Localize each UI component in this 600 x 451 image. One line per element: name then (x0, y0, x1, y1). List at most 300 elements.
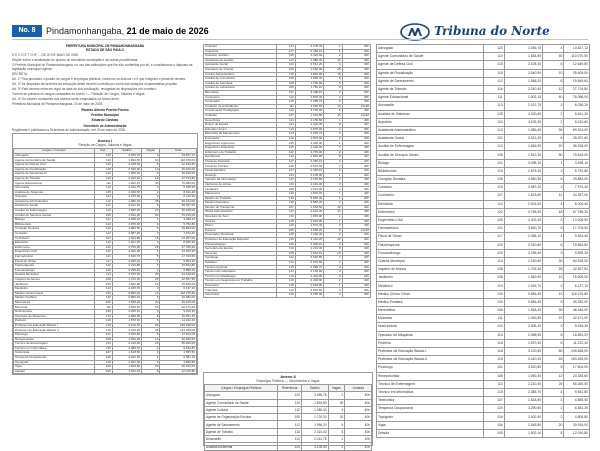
table-cell: 2 (142, 231, 160, 236)
table-cell: 2.402,90 (295, 279, 323, 284)
table-header-cell: Ref. (94, 149, 112, 154)
table-cell: 110 (94, 158, 112, 163)
table-cell: 7.974,40 (160, 231, 197, 236)
table-cell: 40h (342, 86, 370, 91)
table-cell: 1.512,30 (112, 213, 141, 218)
table-cell: 2.540,90 (112, 167, 141, 172)
table-cell: 2 (324, 95, 342, 100)
table-cell: 19.864,80 (160, 264, 197, 269)
table-cell: Merendeira (377, 307, 484, 315)
table-cell: 1.980,40 (301, 406, 328, 413)
table-cell: 3.305,10 (112, 310, 141, 315)
table-cell: 42.471,00 (564, 315, 590, 323)
annex-1-box (12, 133, 198, 375)
table-cell: 118 (277, 283, 295, 288)
table-row (205, 428, 372, 435)
table-row (377, 397, 590, 405)
table-cell: 2.310,40 (112, 176, 141, 181)
table-cell: 1 (142, 218, 160, 223)
table-cell: 12.016,80 (160, 369, 197, 374)
table-cell: Servente (204, 251, 277, 256)
table-cell: 117 (277, 169, 295, 174)
table-cell: Analista de Sistemas (14, 190, 95, 195)
table-cell: 40h (342, 265, 370, 270)
decree-signature-line: Eduardo Cardoso (91, 118, 119, 123)
table-cell: 1 (324, 45, 342, 50)
table-cell: 120 (94, 153, 112, 158)
table-cell: Agente de Saneamento (377, 77, 484, 85)
table-cell: Inspetor de Alunos (14, 277, 95, 282)
table-row (205, 399, 372, 406)
table-cell: 3.540,70 (504, 225, 542, 233)
table-cell: 1.560,90 (504, 274, 542, 282)
table-cell: 1 (324, 192, 342, 197)
table-cell: 12x36 (342, 113, 370, 118)
table-cell: 5.752,80 (160, 222, 197, 227)
table-header-cell: Total (160, 149, 197, 154)
table-cell: 4 (328, 406, 345, 413)
table-cell: 2.385,70 (295, 265, 323, 270)
table-cell: 113 (278, 436, 301, 443)
table-cell: 40h (342, 164, 370, 169)
table-cell: 2.456,10 (295, 49, 323, 54)
table-cell: 6.137,10 (564, 282, 590, 290)
table-cell: 118 (277, 219, 295, 224)
table-cell: 4 (543, 200, 564, 208)
table-cell: 20h (342, 201, 370, 206)
table-cell: 8.210,60 (564, 118, 590, 126)
table-cell: 108 (277, 81, 295, 86)
table-cell: 40h (342, 256, 370, 261)
table-cell: 2 (142, 195, 160, 200)
table-row (377, 225, 590, 233)
table-cell: 1.702,30 (504, 266, 542, 274)
table-cell: 3.120,60 (112, 323, 141, 328)
table-cell: 40h (342, 219, 370, 224)
table-cell: 1.980,40 (295, 58, 323, 63)
annex-1-body (14, 153, 197, 374)
table-cell: 118 (94, 167, 112, 172)
table-cell: Médico Psiquiatra (204, 201, 277, 206)
table-cell: 1 (324, 49, 342, 54)
table-cell: 118 (94, 323, 112, 328)
table-cell: Agente de Trânsito (14, 176, 95, 181)
table-cell: 3 (324, 233, 342, 238)
table-cell: 40h (342, 54, 370, 59)
table-cell: 107 (94, 351, 112, 356)
table-cell: Arquivista (204, 49, 277, 54)
table-cell: 1.870,40 (295, 95, 323, 100)
table-cell: 249.648,00 (160, 323, 197, 328)
table-cell: Motorista (14, 305, 95, 310)
table-row (377, 126, 590, 134)
table-cell: Lavadeira (204, 187, 277, 192)
table-cell: 8 (324, 123, 342, 128)
annex-1-subtitle: Relação de Cargos, Salários e Vagas (78, 143, 132, 148)
table-cell: 40h (342, 58, 370, 63)
table-cell: Nutricionista (377, 323, 484, 331)
table-cell: 40h (342, 169, 370, 174)
table-cell: 35 (142, 199, 160, 204)
table-cell: Carpinteiro (204, 95, 277, 100)
table-cell: 3 (324, 136, 342, 141)
table-cell: 120 (483, 405, 504, 413)
table-cell: Auxiliar de Consultório (204, 77, 277, 82)
table-cell: 40h (345, 443, 372, 450)
table-cell: 2 (328, 436, 345, 443)
table-cell: 120 (94, 268, 112, 273)
table-cell: 112 (278, 421, 301, 428)
table-cell: 1.834,50 (112, 158, 141, 163)
brand-name: Tribuna do Norte (434, 24, 550, 38)
table-cell: 2 (324, 150, 342, 155)
table-cell: Analista de Sistemas (377, 110, 484, 118)
table-cell: 1.980,40 (112, 199, 141, 204)
table-cell: 125 (277, 54, 295, 59)
table-cell: Vigia (377, 421, 484, 429)
table-cell: 2.045,70 (295, 132, 323, 137)
table-cell: 6.137,10 (160, 287, 197, 292)
table-cell: 69.314,00 (160, 199, 197, 204)
table-cell: 116 (483, 413, 504, 421)
table-cell: Coordenador Pedagógico (204, 109, 277, 114)
table-cell: 122 (94, 245, 112, 250)
table-cell: 2.150,60 (295, 270, 323, 275)
table-cell: 116 (278, 428, 301, 435)
table-cell: Topógrafo (14, 360, 95, 365)
annex-2-box (203, 372, 373, 449)
table-cell: 40h (342, 45, 370, 50)
table-cell: Pintor (204, 224, 277, 229)
table-cell: 10 (543, 274, 564, 282)
table-cell: 1.623,80 (504, 192, 542, 200)
table-cell: 40h (342, 283, 370, 288)
table-cell: 3.498,10 (295, 90, 323, 95)
table-cell: 110 (277, 95, 295, 100)
table-cell: 4 (324, 164, 342, 169)
table-cell: 3 (324, 159, 342, 164)
decree-signature-line: Prefeito Municipal (91, 113, 119, 118)
table-cell: 110 (277, 72, 295, 77)
table-cell: 40h (345, 399, 372, 406)
table-cell: 2.540,90 (504, 69, 542, 77)
table-cell: Telefonista (377, 397, 484, 405)
table-cell: 110.070,00 (160, 158, 197, 163)
table-cell: Oficial Administrativo (204, 210, 277, 215)
table-cell: Eletricista (377, 200, 484, 208)
table-cell: Monitor de Transporte (204, 205, 277, 210)
table-cell: 49.282,00 (160, 296, 197, 301)
table-cell: Educador Físico (204, 127, 277, 132)
table-row (204, 293, 371, 298)
table-header-cell: Vagas (142, 149, 160, 154)
table-cell: 46.446,00 (564, 307, 590, 315)
table-cell: Diretor de Escola (204, 123, 277, 128)
table-cell: Enfermeiro do Trabalho (204, 150, 277, 155)
table-cell: 122 (277, 109, 295, 114)
table-cell: Escriturário (204, 155, 277, 160)
table-cell: 118.276,80 (160, 291, 197, 296)
table-cell: 2.150,60 (295, 118, 323, 123)
table-cell: 112 (483, 200, 504, 208)
table-cell: 121 (277, 90, 295, 95)
table-cell: 29.883,00 (160, 227, 197, 232)
table-cell: 20 (324, 251, 342, 256)
decree-paragraph: Art. 1º Fica aprovado o quadro de cargos e empregos públicos, conforme os Anexos I e II que integram o presente decreto. (12, 77, 187, 82)
table-cell: 3.765,90 (112, 245, 141, 250)
table-cell: 3.765,90 (295, 109, 323, 114)
table-cell: Técnico de Enfermagem (14, 342, 95, 347)
table-cell: 130 (94, 291, 112, 296)
table-cell: 2 (328, 392, 345, 399)
table-cell: 3.410,20 (504, 356, 542, 364)
table-cell: 4 (543, 45, 564, 53)
table-row (377, 176, 590, 184)
table-cell: 28.097,60 (564, 135, 590, 143)
table-cell: Médico Pediatra (377, 298, 484, 306)
table-cell: 40h (342, 247, 370, 252)
table-cell: 16.551,20 (564, 331, 590, 339)
table-cell: 3.520,80 (504, 364, 542, 372)
table-cell: 2.012,75 (301, 436, 328, 443)
table-cell: 30h (342, 182, 370, 187)
table-cell: Soldador (204, 260, 277, 265)
table-cell: Zelador (14, 369, 95, 374)
table-cell: 2.001,60 (295, 288, 323, 293)
table-cell: 12x36 (342, 228, 370, 233)
table-cell: 13.827,12 (160, 153, 197, 158)
table-cell: 1 (324, 173, 342, 178)
table-cell: 9.856,40 (504, 298, 542, 306)
table-cell: 8 (328, 428, 345, 435)
table-cell: 8 (543, 135, 564, 143)
table-cell: 2.001,60 (504, 200, 542, 208)
table-cell: 122 (483, 208, 504, 216)
table-cell: 2.150,60 (504, 257, 542, 265)
table-cell: 121 (483, 364, 504, 372)
table-cell: 2 (328, 443, 345, 450)
table-row (14, 369, 197, 374)
edition-badge: No. 8 (12, 25, 42, 37)
table-cell: 60 (543, 53, 564, 61)
table-cell: 113 (483, 380, 504, 388)
dateline-city: Pindamonhangaba, (46, 26, 125, 36)
table-cell: 111 (483, 315, 504, 323)
table-cell: 120 (94, 355, 112, 360)
table-cell: 4.105,30 (112, 195, 141, 200)
table-cell: 3.305,10 (295, 242, 323, 247)
table-cell: Assessor Jurídico (204, 54, 277, 59)
table-row (377, 241, 590, 249)
table-cell: 55.260,00 (564, 380, 590, 388)
table-cell: Agente de Saneamento (14, 172, 95, 177)
table-cell: 3 (142, 186, 160, 191)
table-cell: Assistente Social (14, 204, 95, 209)
table-row (377, 61, 590, 69)
table-cell: 120 (94, 310, 112, 315)
table-cell: 67.786,20 (160, 245, 197, 250)
table-cell: 27.724,80 (564, 85, 590, 93)
table-cell: 40h (342, 210, 370, 215)
table-cell: Agente Comunitário de Saúde (377, 53, 484, 61)
table-row (377, 315, 590, 323)
table-cell: 108 (94, 337, 112, 342)
table-cell: 124 (277, 45, 295, 50)
table-cell: 111 (94, 181, 112, 186)
table-header-cell: Salário (112, 149, 141, 154)
table-row (377, 192, 590, 200)
table-cell: 110 (483, 143, 504, 151)
table-cell: 2 (142, 222, 160, 227)
table-cell: 2.108,30 (504, 61, 542, 69)
table-cell: 76.086,00 (160, 181, 197, 186)
table-cell: Professor de Educação Básica I (14, 323, 95, 328)
table-row (377, 110, 590, 118)
annex-1-table (13, 148, 197, 374)
table-cell: 1.623,80 (295, 113, 323, 118)
table-row (377, 45, 590, 53)
table-cell: 113 (277, 210, 295, 215)
table-cell: 1.690,30 (295, 77, 323, 82)
table-row (377, 364, 590, 372)
table-cell: Nutricionista (14, 310, 95, 315)
annex-1-continued-table (376, 44, 590, 438)
table-row (377, 356, 590, 364)
table-cell: 2.456,10 (112, 259, 141, 264)
table-cell: Agente Educacional (14, 181, 95, 186)
table-row (377, 85, 590, 93)
table-cell: 118 (277, 164, 295, 169)
table-cell: 3.987,20 (112, 231, 141, 236)
header-divider (12, 39, 588, 40)
table-cell: 2 (324, 54, 342, 59)
table-cell: 2.402,90 (295, 274, 323, 279)
table-cell: 2 (324, 90, 342, 95)
table-cell: 2.210,40 (504, 380, 542, 388)
table-cell: 3.298,40 (504, 249, 542, 257)
table-cell: 125 (94, 190, 112, 195)
table-cell: 1 (324, 141, 342, 146)
table-row (377, 208, 590, 216)
table-cell: 4 (142, 346, 160, 351)
table-cell: 107 (94, 236, 112, 241)
table-cell: 111 (483, 94, 504, 102)
table-cell: 24h (342, 274, 370, 279)
table-cell: 121 (94, 333, 112, 338)
table-cell: 30h (342, 127, 370, 132)
decree-signatures (12, 108, 198, 129)
decree-heading-1: PREFEITURA MUNICIPAL DE PINDAMONHANGABA (65, 44, 145, 48)
table-cell: 2.385,70 (295, 100, 323, 105)
table-row (377, 421, 590, 429)
column-left (12, 44, 198, 444)
table-cell: 8 (324, 228, 342, 233)
table-cell: Tesoureiro (204, 283, 277, 288)
table-cell: 107 (277, 205, 295, 210)
table-cell: 105 (94, 213, 112, 218)
table-cell: 36.918,00 (160, 208, 197, 213)
table-cell: 12 (142, 291, 160, 296)
table-cell: 40h (342, 123, 370, 128)
annex-1-continued-body (377, 45, 590, 438)
table-cell: Assistente de Gestão (204, 58, 277, 63)
table-cell: 121 (94, 204, 112, 209)
table-cell: Farmacêutico (14, 254, 95, 259)
table-cell: 116 (483, 85, 504, 93)
table-cell: 112 (483, 126, 504, 134)
table-cell: 4 (324, 288, 342, 293)
table-cell: Almoxarife (377, 102, 484, 110)
table-cell: 12 (543, 372, 564, 380)
table-cell: 1.548,20 (112, 300, 141, 305)
table-row (377, 339, 590, 347)
table-cell: 40h (342, 159, 370, 164)
table-cell: 3 (324, 270, 342, 275)
table-cell: 110 (94, 319, 112, 324)
table-cell: 4 (142, 153, 160, 158)
annex-2-title: Anexo II (280, 374, 296, 379)
table-cell: Professor de Educação Básica I (377, 347, 484, 355)
table-cell: 13.206,90 (564, 216, 590, 224)
table-cell: 22 (543, 315, 564, 323)
table-row (205, 406, 372, 413)
table-cell: 106 (277, 67, 295, 72)
table-cell: 8.006,40 (160, 241, 197, 246)
table-cell: 2.456,10 (504, 233, 542, 241)
table-cell: 4 (543, 388, 564, 396)
table-cell: 45 (142, 328, 160, 333)
table-cell: Agente de Fiscalização (14, 167, 95, 172)
table-cell: 6 (543, 61, 564, 69)
table-cell: 130 (277, 201, 295, 206)
table-cell: 3 (543, 249, 564, 257)
table-cell: Arquiteto (377, 118, 484, 126)
table-cell: 5.752,80 (564, 167, 590, 175)
table-cell: 4.805,80 (564, 413, 590, 421)
table-cell: Guarda Municipal (377, 257, 484, 265)
table-cell: 106 (94, 300, 112, 305)
table-cell: 40h (342, 100, 370, 105)
table-row (377, 151, 590, 159)
table-cell: Ouvidor (204, 219, 277, 224)
table-cell: 75.615,00 (564, 151, 590, 159)
table-cell: 2.876,40 (504, 167, 542, 175)
column-right (376, 44, 590, 444)
table-cell: 4 (142, 259, 160, 264)
table-cell: Farmacêutico (377, 225, 484, 233)
table-cell: 1.545,80 (112, 365, 141, 370)
table-cell: Terapeuta Ocupacional (14, 355, 95, 360)
table-cell: Auxiliar de Enfermagem (377, 143, 484, 151)
table-cell: 25 (543, 266, 564, 274)
table-cell: 1.502,10 (504, 429, 542, 437)
table-cell: 4.105,30 (295, 173, 323, 178)
table-cell: Auxiliar de Serviços Gerais (377, 151, 484, 159)
table-cell: 40h (345, 421, 372, 428)
table-row (377, 266, 590, 274)
table-cell: 40h (342, 49, 370, 54)
table-cell: Médico do Trabalho (204, 196, 277, 201)
table-cell: 1.930,50 (112, 305, 141, 310)
table-cell: 1.845,90 (295, 72, 323, 77)
table-cell: 40h (342, 192, 370, 197)
table-cell: Merendeira (14, 300, 95, 305)
table-cell: 40 (142, 181, 160, 186)
table-cell: 125 (483, 216, 504, 224)
table-cell: 2 (543, 118, 564, 126)
table-cell: Inspetor de Alunos (377, 266, 484, 274)
table-cell: 30h (342, 63, 370, 68)
